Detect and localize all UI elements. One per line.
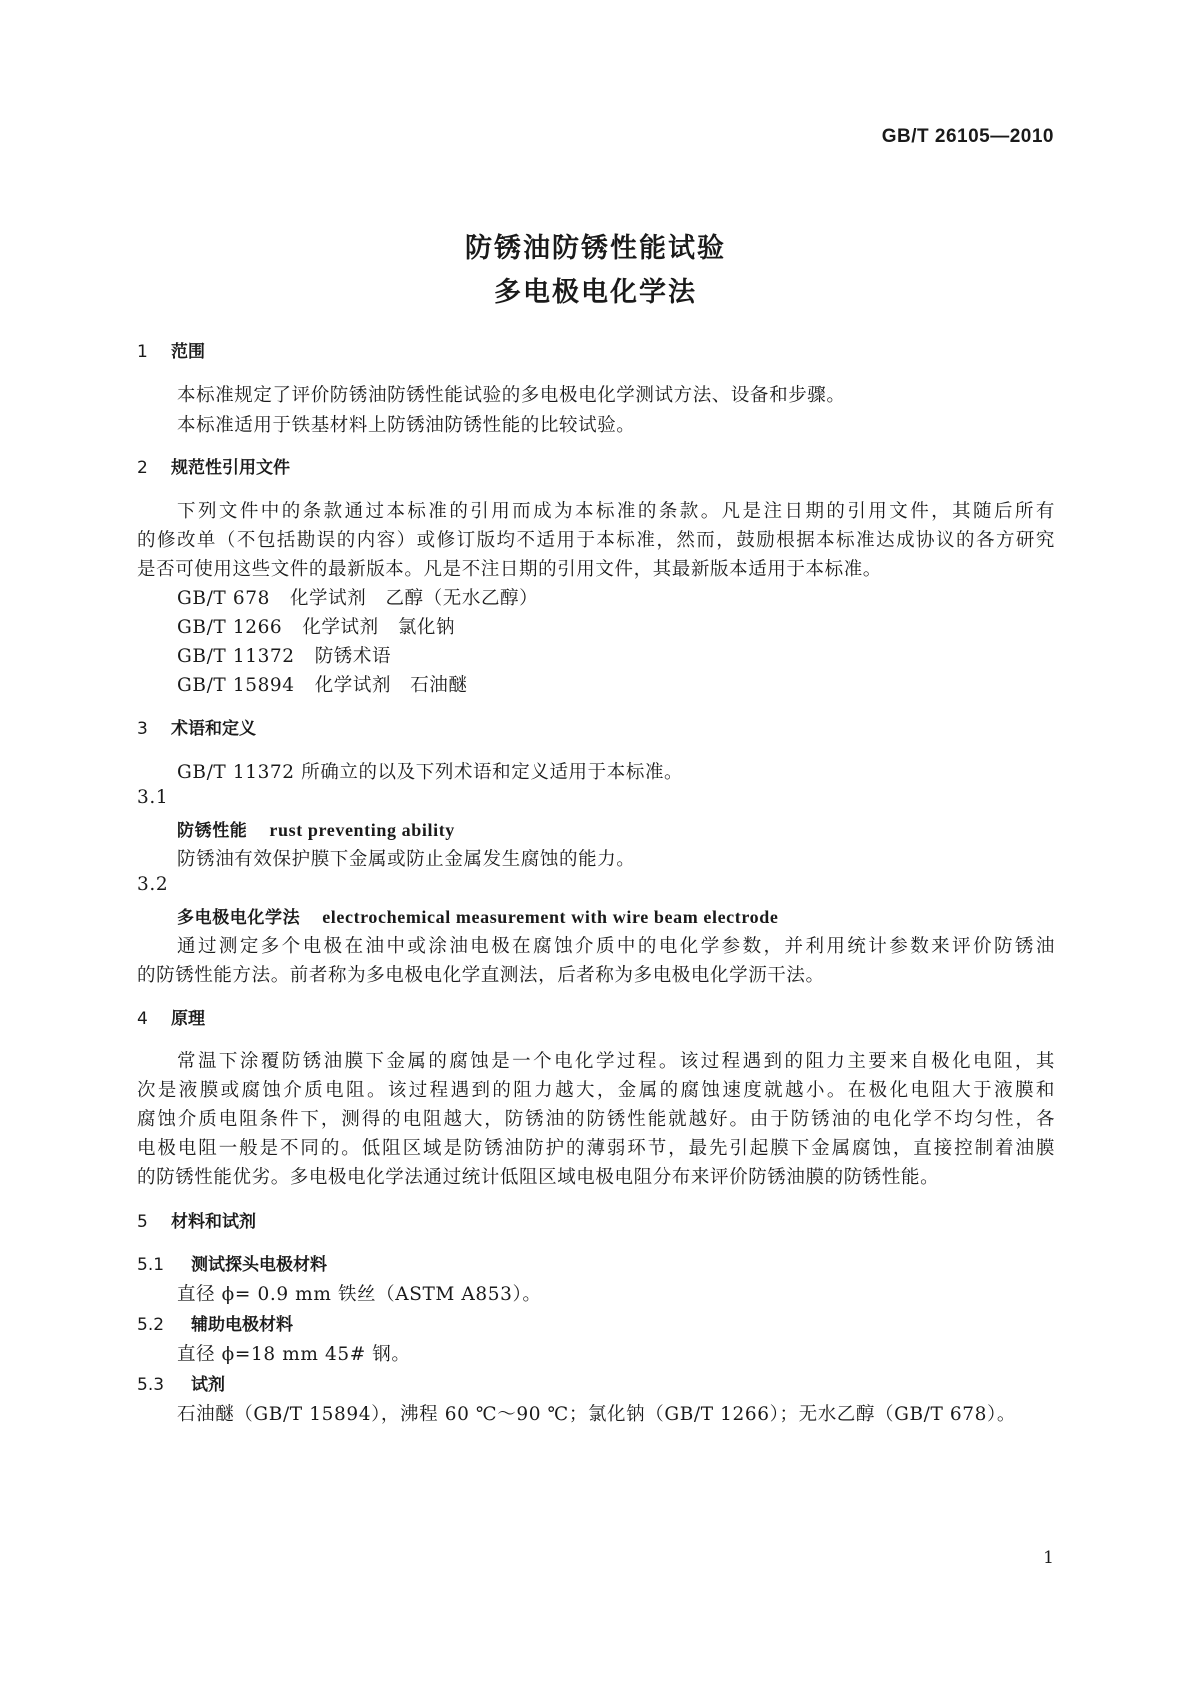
term-definition-line: 的防锈性能方法。前者称为多电极电化学直测法，后者称为多电极电化学沥干法。 — [137, 965, 825, 986]
section-number: 4 — [137, 1009, 148, 1029]
subsection-5-1-heading — [137, 1250, 327, 1275]
standard-code: GB/T 26105—2010 — [881, 126, 1054, 147]
paragraph-line: 下列文件中的条款通过本标准的引用而成为本标准的条款。凡是注日期的引用文件，其随后所有 — [177, 501, 1055, 522]
normative-reference — [177, 642, 391, 668]
section-number: 2 — [137, 458, 148, 478]
paragraph: 直径 ϕ=18 mm 45# 钢。 — [177, 1344, 411, 1365]
term-definition-line: 通过测定多个电极在油中或涂油电极在腐蚀介质中的电化学参数，并利用统计参数来评价防锈油 — [177, 936, 1055, 957]
subsection-5-3-heading — [137, 1370, 225, 1395]
section-2-heading — [137, 453, 290, 478]
term-definition: 防锈油有效保护膜下金属或防止金属发生腐蚀的能力。 — [177, 849, 636, 870]
term-entry — [177, 816, 455, 841]
subsection-number: 5.2 — [137, 1315, 165, 1335]
section-title: 规范性引用文件 — [171, 458, 290, 478]
document-title-line1: 防锈油防锈性能试验 — [465, 233, 726, 264]
section-number: 5 — [137, 1212, 148, 1232]
paragraph-line: 次是液膜或腐蚀介质电阻。该过程遇到的阻力越大，金属的腐蚀速度就越小。在极化电阻大于液膜和 — [137, 1080, 1055, 1101]
reference-title: 防锈术语 — [314, 646, 392, 667]
page-number: 1 — [1043, 1548, 1054, 1568]
term-entry — [177, 903, 778, 928]
reference-code: GB/T 11372 — [177, 646, 295, 667]
normative-reference — [177, 613, 455, 639]
term-en: rust preventing ability — [269, 820, 455, 840]
term-zh: 防锈性能 — [177, 821, 248, 841]
reference-title: 化学试剂 氯化钠 — [302, 617, 456, 638]
paragraph-line: 是否可使用这些文件的最新版本。凡是不注日期的引用文件，其最新版本适用于本标准。 — [137, 559, 882, 580]
section-title: 原理 — [171, 1009, 205, 1029]
section-4-heading — [137, 1004, 205, 1029]
reference-code: GB/T 678 — [177, 588, 270, 609]
subsection-number: 5.3 — [137, 1375, 165, 1395]
reference-code: GB/T 1266 — [177, 617, 283, 638]
paragraph: 石油醚（GB/T 15894），沸程 60 ℃～90 ℃；氯化钠（GB/T 1266）；无水乙醇（GB/T 678）。 — [177, 1404, 1016, 1425]
section-1-heading — [137, 337, 205, 362]
clause-number: 3.1 — [137, 787, 169, 808]
paragraph: 直径 ϕ= 0.9 mm 铁丝（ASTM A853）。 — [177, 1284, 542, 1305]
section-5-heading — [137, 1207, 256, 1232]
section-3-heading — [137, 714, 256, 739]
reference-title: 化学试剂 石油醚 — [314, 675, 468, 696]
paragraph-line: 电极电阻一般是不同的。低阻区域是防锈油防护的薄弱环节，最先引起膜下金属腐蚀，直接控制着油膜 — [137, 1138, 1055, 1159]
paragraph-line: 腐蚀介质电阻条件下，测得的电阻越大，防锈油的防锈性能就越好。由于防锈油的电化学不均匀性，各 — [137, 1109, 1055, 1130]
reference-code: GB/T 15894 — [177, 675, 295, 696]
subsection-5-2-heading — [137, 1310, 293, 1335]
paragraph-line: 的修改单（不包括勘误的内容）或修订版均不适用于本标准，然而，鼓励根据本标准达成协议的各方研究 — [137, 530, 1055, 551]
section-title: 范围 — [171, 342, 205, 362]
paragraph-line: 的防锈性能优劣。多电极电化学法通过统计低阻区域电极电阻分布来评价防锈油膜的防锈性能。 — [137, 1167, 940, 1188]
subsection-title: 试剂 — [191, 1375, 225, 1395]
reference-title: 化学试剂 乙醇（无水乙醇） — [289, 588, 539, 609]
paragraph: 本标准适用于铁基材料上防锈油防锈性能的比较试验。 — [177, 415, 636, 436]
section-number: 3 — [137, 719, 148, 739]
term-en: electrochemical measurement with wire beam electrode — [322, 907, 779, 927]
subsection-number: 5.1 — [137, 1255, 165, 1275]
term-zh: 多电极电化学法 — [177, 908, 301, 928]
subsection-title: 辅助电极材料 — [191, 1315, 293, 1335]
paragraph: 本标准规定了评价防锈油防锈性能试验的多电极电化学测试方法、设备和步骤。 — [177, 385, 846, 406]
subsection-title: 测试探头电极材料 — [191, 1255, 327, 1275]
section-title: 材料和试剂 — [171, 1212, 256, 1232]
normative-reference — [177, 671, 468, 697]
section-title: 术语和定义 — [171, 719, 256, 739]
paragraph: GB/T 11372 所确立的以及下列术语和定义适用于本标准。 — [177, 762, 684, 783]
section-number: 1 — [137, 342, 148, 362]
clause-number: 3.2 — [137, 874, 169, 895]
paragraph-line: 常温下涂覆防锈油膜下金属的腐蚀是一个电化学过程。该过程遇到的阻力主要来自极化电阻，其 — [177, 1051, 1055, 1072]
normative-reference — [177, 584, 538, 610]
document-title-line2: 多电极电化学法 — [494, 277, 697, 308]
